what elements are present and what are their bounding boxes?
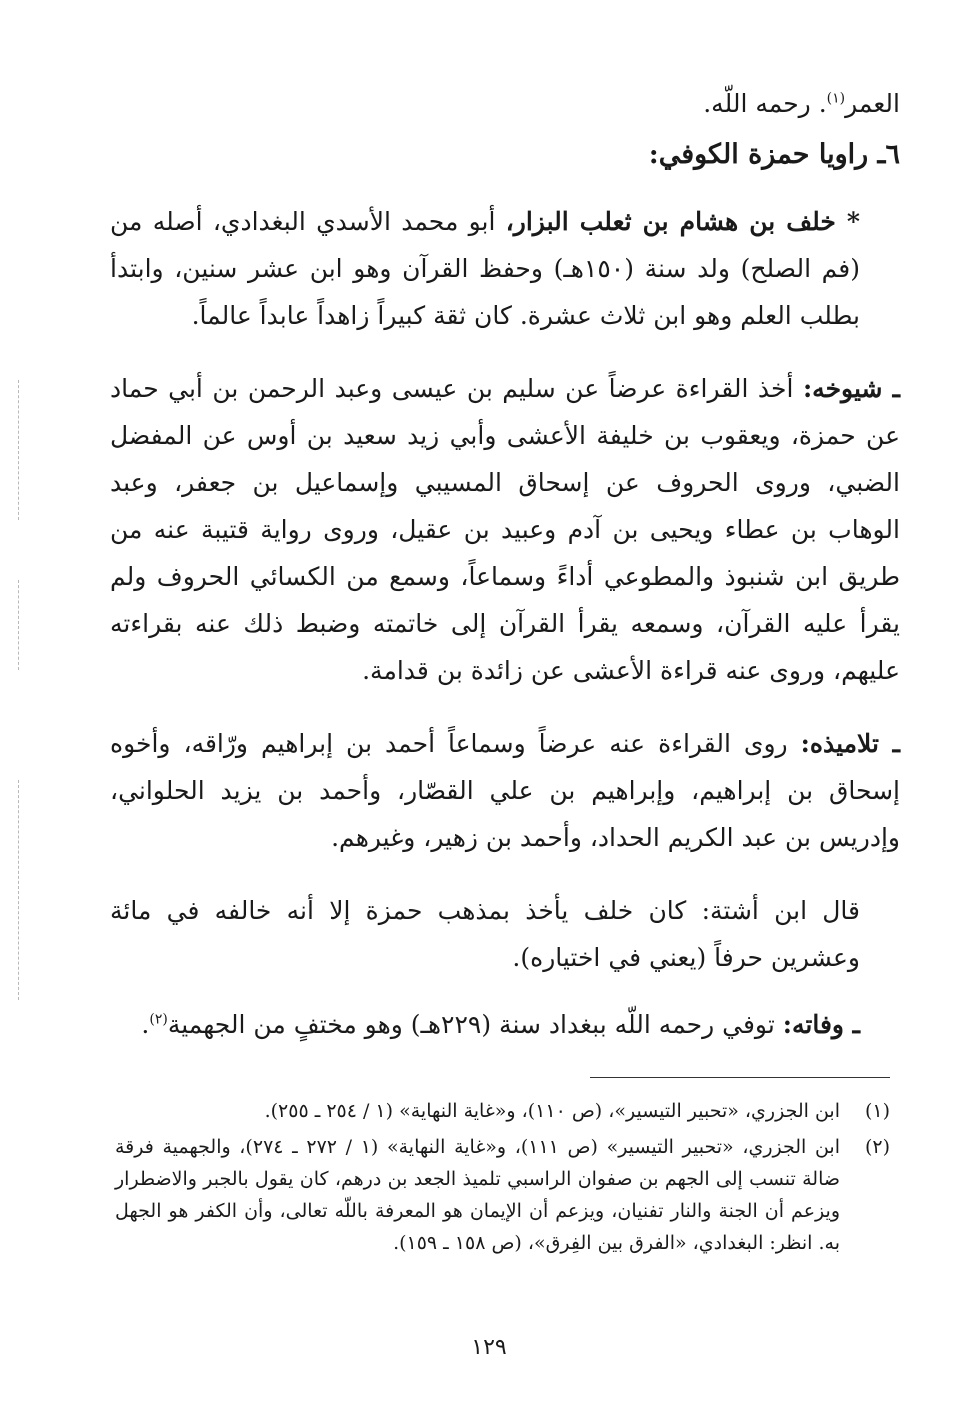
top-line-end: . رحمه اللّه. (703, 89, 827, 118)
talamidh-paragraph (110, 720, 900, 861)
scan-margin-mark (18, 780, 20, 1000)
footnote-ref-1[interactable]: (١) (826, 90, 846, 107)
footnote-ref-2[interactable]: (٢) (149, 1011, 168, 1028)
shuyukh-text: أخذ القراءة عرضاً عن سليم بن عيسى وعبد الرحمن بن أبي حماد عن حمزة، ويعقوب بن خليفة الأعشى وأبي زيد سعيد بن أوس عن المفضل الضبي، وروى الحروف عن إسحاق المسيبي وإسماعيل بن جعفر، وعبد الوهاب بن عطاء ويحيى بن آدم وعبيد بن عقيل، وروى رواية قتيبة عنه من طريق ابن شنبوذ والمطوعي أداءً وسماعاً، وسمع من الكسائي الحروف ولم يقرأ عليه القرآن، وسمعه يقرأ القرآن إلى خاتمته وضبط ذلك عنه بقراءته عليهم، وروى عنه قراءة الأعشى عن زائدة بن قدامة. (110, 374, 900, 685)
wafat-label: ـ وفاته: (782, 1010, 860, 1039)
khalaf-paragraph (110, 198, 900, 339)
ibn-ashta-paragraph: قال ابن أشتة: كان خلف يأخذ بمذهب حمزة إلا أنه خالفه في مائة وعشرين حرفاً (يعني في اختياره). (110, 896, 860, 972)
wafat-text: توفي رحمه اللّه ببغداد سنة (٢٢٩هـ) وهو مختفٍ من الجهمية (167, 1010, 783, 1039)
shuyukh-paragraph (110, 365, 900, 694)
footnote-divider (590, 1077, 890, 1078)
footnote-text: ابن الجزري، «تحبير التيسير» (ص ١١١)، و«غاية النهاية» (١ / ٢٧٢ ـ ٢٧٤)، والجهمية فرقة ضالة تنسب إلى الجهم بن صفوان الراسبي تلميذ الجعد بن درهم، كان يقول بالجبر والاضطرار ويزعم أن الجنة والنار تفنيان، ويزعم أن الإيمان هو المعرفة باللّه تعالى، وأن الكفر هو الجهل به. انظر: البغدادي، «الفرق بين الفِرق»، (ص ١٥٨ ـ ١٥٩). (115, 1136, 840, 1254)
footnote-number: (٢) (864, 1136, 890, 1158)
talamidh-label: ـ تلاميذه: (800, 729, 900, 758)
section-heading: ٦ـ راويا حمزة الكوفي: (648, 139, 900, 170)
footnote-2 (115, 1131, 890, 1259)
wafat-paragraph (110, 1001, 900, 1048)
footnote-number: (١) (864, 1100, 890, 1122)
footnote-text: ابن الجزري، «تحبير التيسير»، (ص ١١٠)، و«غاية النهاية» (١ / ٢٥٤ ـ ٢٥٥). (264, 1100, 840, 1122)
main-text (110, 80, 900, 1048)
scan-margin-mark (18, 580, 20, 670)
footnote-1 (115, 1095, 890, 1127)
khalaf-name: * خلف بن هشام بن ثعلب البزار، (505, 207, 860, 236)
footnotes (115, 1095, 890, 1263)
scan-margin-mark (18, 380, 20, 520)
talamidh-text: روى القراءة عنه عرضاً وسماعاً أحمد بن إبراهيم ورّاقه، وأخوه إسحاق بن إبراهيم، وإبراهيم بن علي القصّار، وأحمد بن يزيد الحلواني، وإدريس بن عبد الكريم الحداد، وأحمد بن زهير، وغيرهم. (110, 729, 900, 852)
khalaf-text: أبو محمد الأسدي البغدادي، أصله من (فم الصلح) ولد سنة (١٥٠هـ) وحفظ القرآن وهو ابن عشر سنين، وابتدأ بطلب العلم وهو ابن ثلاث عشرة. كان ثقة كبيراً زاهداً عابداً عالماً. (110, 207, 861, 330)
page-number: ١٢٩ (471, 1335, 507, 1360)
top-line-text: العمر (845, 89, 900, 118)
top-line (110, 80, 900, 127)
wafat-end: . (141, 1010, 150, 1039)
shuyukh-label: ـ شيوخه: (802, 374, 900, 403)
